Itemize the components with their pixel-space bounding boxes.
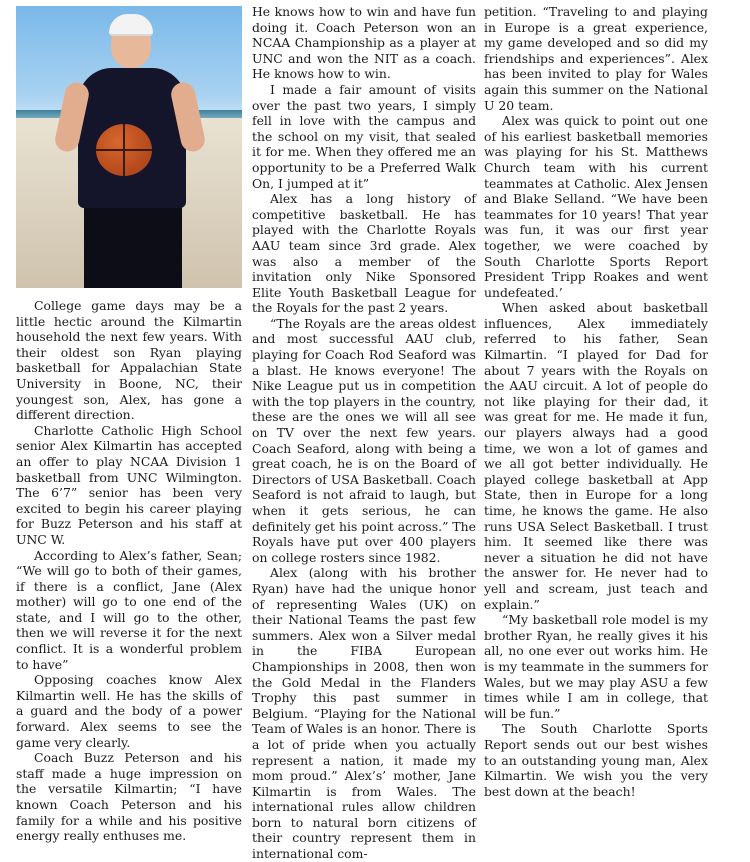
basketball-seam — [96, 149, 152, 151]
paragraph: “My basketball role model is my brother Ryan, he really gives it his all, no one ever out works him. He is my teammate in the summers for Wales, but we may play ASU a few times while I am in college, that will be fun.” — [484, 612, 708, 721]
paragraph: petition. “Traveling to and playing in Europe is a great experience, my game developed and so did my friendships and experiences”. Alex has been invited to play for Wales again this summer on the National U 20 team. — [484, 4, 708, 113]
paragraph: Alex was quick to point out one of his earliest basketball memories was playing for his St. Matthews Church team with his current teammates at Catholic. Alex Jensen and Blake Selland. “We have been teammates for 10 years! That year was fun, it was our first year together, we were coached by South Charlotte Sports Report President Tripp Roakes and went undefeated.’ — [484, 113, 708, 300]
paragraph: Charlotte Catholic High School senior Alex Kilmartin has accepted an offer to play NCAA Division 1 basketball from UNC Wilmington. The 6’7” senior has been very excited to begin his career playing for Buzz Peterson and his staff at UNC W. — [16, 422, 242, 547]
paragraph: The South Charlotte Sports Report sends out our best wishes to an outstanding young man, Alex Kilmartin. We wish you the very best down at the beach! — [484, 721, 708, 799]
column-1 — [16, 6, 242, 844]
paragraph: He knows how to win and have fun doing it. Coach Peterson won an NCAA Championship as a player at UNC and won the NIT as a coach. He knows how to win. — [252, 4, 476, 82]
paragraph: I made a fair amount of visits over the past two years, I simply fell in love with the campus and the school on my visit, that sealed it for me. When they offered me an opportunity to be a Preferred Walk On, I jumped at it” — [252, 81, 476, 191]
paragraph: Opposing coaches know Alex Kilmartin well. He has the skills of a guard and the body of a power forward. Alex seems to see the game very clearly. — [16, 672, 242, 750]
player-photo — [16, 6, 242, 288]
paragraph: Alex (along with his brother Ryan) have had the unique honor of representing Wales (UK) on their National Teams the past few summers. Alex won a Silver medal in the FIBA European Championships in 2008, then won the Gold Medal in the Flanders Trophy this past summer in Belgium. “Playing for the National Team of Wales is an honor. There is a lot of pride when you actually represent a nation, it made my mom proud.” Alex’s’ mother, Jane Kilmartin is from Wales. The international rules allow children born to natural born citizens of their country represent them in international com- — [252, 565, 476, 862]
paragraph: Coach Buzz Peterson and his staff made a huge impression on the versatile Kilmartin; “I have known Coach Peterson and his family for a while and his positive energy really enthuses me. — [16, 750, 242, 844]
paragraph: College game days may be a little hectic around the Kilmartin household the next few years. With their oldest son Ryan playing basketball for Appalachian State University in Boone, NC, their youngest son, Alex, has gone a different direction. — [16, 298, 242, 423]
paragraph: “The Royals are the areas oldest and most successful AAU club, playing for Coach Rod Seaford was a blast. He knows everyone! The Nike League put us in competition with the top players in the country, these are the ones we will all see on TV over the next few years. Coach Seaford, along with being a great coach, he is on the Board of Directors of USA Basketball. Coach Seaford is not afraid to laugh, but when it gets serious, he can definitely get his point across.” The Royals have put over 400 players on college rosters since 1982. — [252, 315, 476, 565]
paragraph: According to Alex’s father, Sean; “We will go to both of their games, if there is a conflict, Jane (Alex mother) will go to one end of the state, and I will go to the other, then we will reverse it for the next conflict. It is a wonderful problem to have” — [16, 547, 242, 672]
paragraph: When asked about basketball influences, Alex immediately referred to his father, Sean Kilmartin. “I played for Dad for about 7 years with the Royals on the AAU circuit. A lot of people do not like playing for their dad, it was great for me. He made it fun, our players always had a good time, we won a lot of games and we all got better individually. He played college basketball at App State, then in Europe for a long time, he knows the game. He also runs USA Select Basketball. I trust him. It seemed like there was never a situation he did not have the answer for. He never had to yell and scream, just teach and explain.” — [484, 300, 708, 612]
paragraph: Alex has a long history of competitive basketball. He has played with the Charlotte Royals AAU team since 3rd grade. Alex was also a member of the invitation only Nike Sponsored Elite Youth Basketball League for the Royals for the past 2 years. — [252, 191, 476, 316]
column-2 — [252, 4, 476, 862]
photo-shorts — [84, 202, 182, 288]
column-3 — [484, 4, 708, 799]
